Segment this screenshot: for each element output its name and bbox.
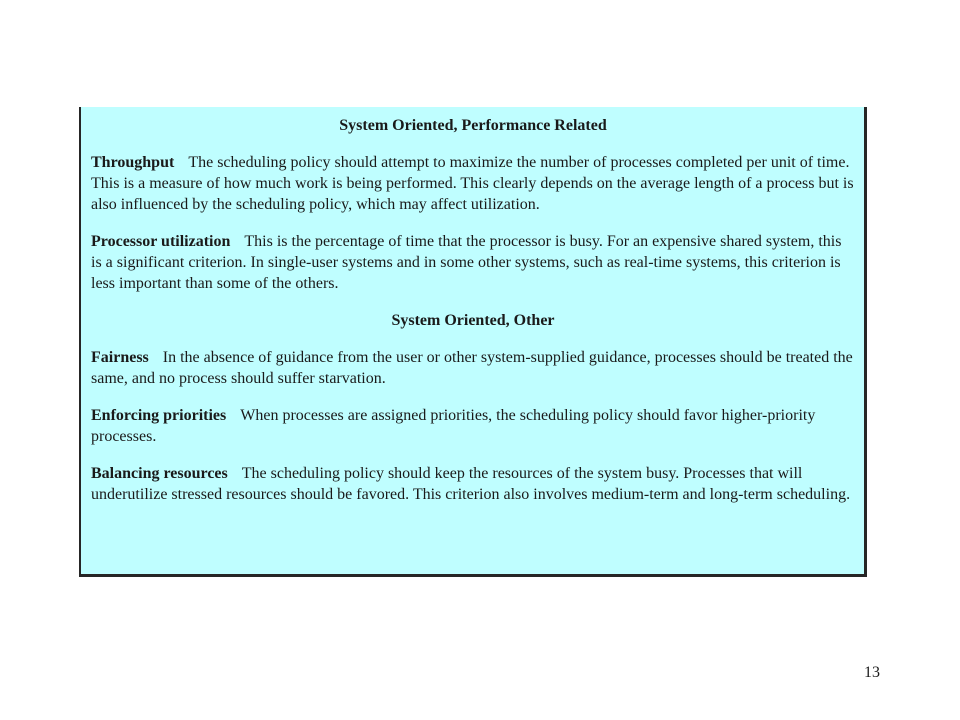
criterion-term: Processor utilization <box>91 233 231 250</box>
criterion-enforcing-priorities <box>91 405 855 447</box>
scheduling-criteria-panel <box>79 107 867 577</box>
criterion-term: Balancing resources <box>91 465 228 482</box>
criterion-description: When processes are assigned priorities, the scheduling policy should favor higher-priority processes. <box>91 407 816 445</box>
criterion-processor-utilization <box>91 231 855 294</box>
criterion-term: Enforcing priorities <box>91 407 227 424</box>
criterion-description: This is the percentage of time that the processor is busy. For an expensive shared system, this is a significant criterion. In single-user systems and in some other systems, such as real-time systems, this criterion is less important than some of the others. <box>91 233 842 292</box>
criterion-throughput <box>91 152 855 215</box>
criterion-description: The scheduling policy should attempt to maximize the number of processes completed per unit of time. This is a measure of how much work is being performed. This clearly depends on the average length of a process but is also influenced by the scheduling policy, which may affect utilization. <box>91 154 854 213</box>
page-number: 13 <box>864 664 880 681</box>
section-heading-other: System Oriented, Other <box>391 312 555 329</box>
criterion-term: Throughput <box>91 154 175 171</box>
criterion-term: Fairness <box>91 349 149 366</box>
section-heading-performance-related: System Oriented, Performance Related <box>339 117 607 134</box>
criterion-fairness <box>91 347 855 389</box>
criterion-description: The scheduling policy should keep the resources of the system busy. Processes that will underutilize stressed resources should be favored. This criterion also involves medium-term and long-term scheduling. <box>91 465 851 503</box>
criterion-description: In the absence of guidance from the user or other system-supplied guidance, processes should be treated the same, and no process should suffer starvation. <box>91 349 853 387</box>
criterion-balancing-resources <box>91 463 855 505</box>
